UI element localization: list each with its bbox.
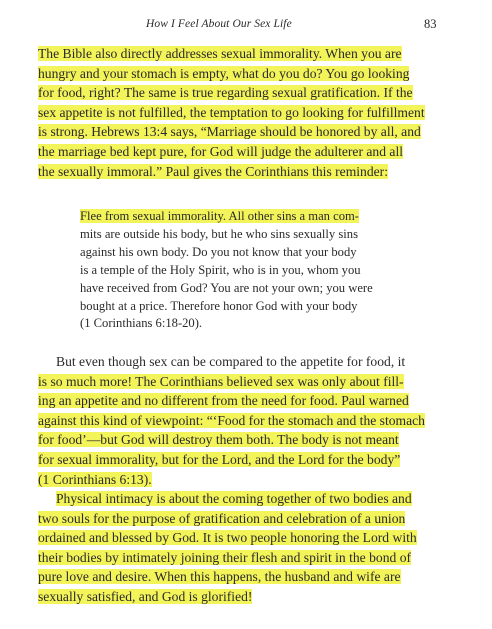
highlighted-text: hungry and your stomach is empty, what do you do? You go looking [38, 65, 410, 81]
running-header [0, 14, 492, 34]
text-line [38, 528, 458, 548]
highlighted-text: sexually satisfied, and God is glorified! [38, 588, 253, 604]
paragraph-2 [38, 352, 458, 489]
highlighted-text: is strong. Hebrews 13:4 says, “Marriage should be honored by all, and [38, 124, 421, 140]
highlighted-text: for food, right? The same is true regarding sexual gratification. If the [38, 85, 413, 101]
text-line [38, 122, 458, 142]
highlighted-text: The Bible also directly addresses sexual immorality. When you are [38, 46, 402, 61]
highlighted-text: sex appetite is not fulfilled, the temptation to go looking for fulfillment [38, 104, 425, 120]
text-line [38, 142, 458, 162]
text-line [38, 450, 458, 470]
highlighted-text: their bodies by intimately joining their flesh and spirit in the bond of [38, 549, 412, 565]
text-line [38, 587, 458, 607]
highlighted-text: the sexually immoral.” Paul gives the Corinthians this reminder: [38, 163, 388, 179]
highlighted-text: pure love and desire. When this happens, the husband and wife are [38, 569, 401, 585]
block-quote [80, 208, 440, 333]
highlighted-text: the marriage bed kept pure, for God will judge the adulterer and all [38, 143, 404, 159]
highlighted-text: for sexual immorality, but for the Lord, and the Lord for the body” [38, 451, 401, 467]
text-line [38, 430, 458, 450]
highlighted-text: Physical intimacy is about the coming together of two bodies and [56, 491, 412, 506]
text-line [38, 567, 458, 587]
text-line [38, 44, 458, 64]
text-line [38, 391, 458, 411]
highlighted-text: is so much more! The Corinthians believed sex was only about fill- [38, 373, 404, 389]
page-number: 83 [424, 17, 437, 31]
highlighted-text: Flee from sexual immorality. All other sins a man com- [80, 209, 359, 223]
running-title: How I Feel About Our Sex Life [146, 18, 292, 30]
highlighted-text: ordained and blessed by God. It is two people honoring the Lord with [38, 530, 417, 546]
highlighted-text: two souls for the purpose of gratification and celebration of a union [38, 510, 406, 526]
text-line [38, 83, 458, 103]
text-line: But even though sex can be compared to the appetite for food, it [56, 354, 406, 369]
highlighted-text: for food’—but God will destroy them both. The body is not meant [38, 432, 399, 448]
quote-line: bought at a price. Therefore honor God with your body [80, 298, 358, 313]
paragraph-3 [38, 489, 458, 607]
text-line [38, 489, 458, 509]
text-line [38, 509, 458, 529]
quote-line: is a temple of the Holy Spirit, who is in you, whom you [80, 262, 361, 277]
text-line [38, 411, 458, 431]
highlighted-text: (1 Corinthians 6:13). [38, 471, 152, 487]
quote-line [80, 208, 440, 226]
quote-line: have received from God? You are not your own; you were [80, 280, 373, 295]
text-line [38, 470, 458, 490]
highlighted-text: ing an appetite and no different from the need for food. Paul warned [38, 393, 409, 409]
paragraph-1 [38, 44, 458, 181]
quote-line: (1 Corinthians 6:18-20). [80, 316, 203, 331]
text-line [38, 548, 458, 568]
text-line [38, 64, 458, 84]
text-line [38, 103, 458, 123]
text-line [38, 162, 458, 182]
highlighted-text: against this kind of viewpoint: “‘Food for the stomach and the stomach [38, 412, 425, 428]
quote-line: against his own body. Do you not know that your body [80, 244, 357, 259]
quote-line: mits are outside his body, but he who sins sexually sins [80, 226, 358, 241]
text-line [38, 372, 458, 392]
